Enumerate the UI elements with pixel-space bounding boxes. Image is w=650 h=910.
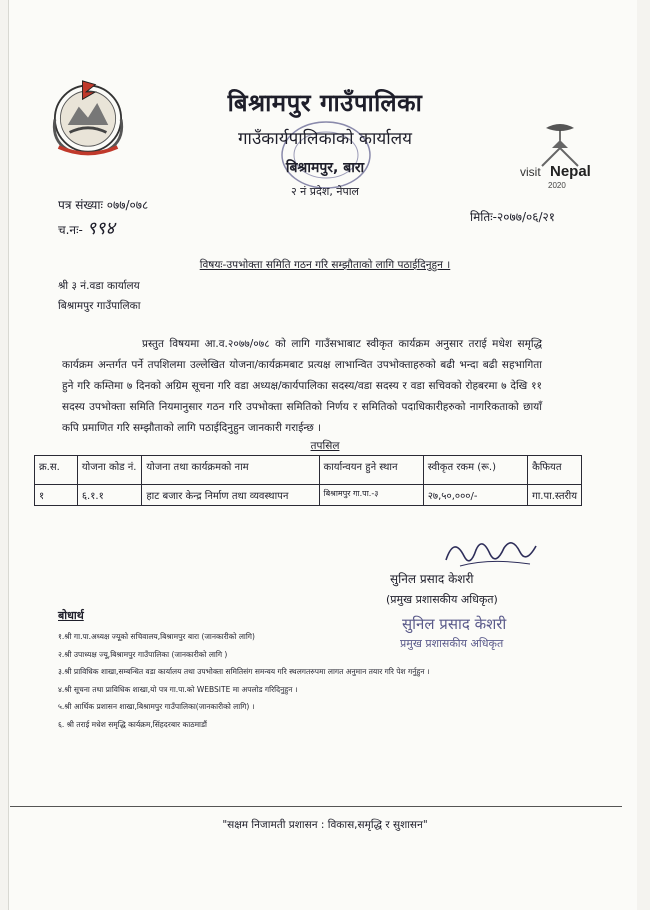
- seal-name: सुनिल प्रसाद केशरी: [402, 615, 507, 633]
- col-header-sn: क्र.स.: [35, 456, 78, 485]
- address-line1: बिश्रामपुर, बारा: [285, 160, 365, 176]
- recipient-line2: बिश्रामपुर गाउँपालिका: [58, 300, 141, 312]
- seal-title: प्रमुख प्रशासकीय अधिकृत: [400, 637, 504, 650]
- cc-list: [58, 628, 430, 733]
- signer-name: सुनिल प्रसाद केशरी: [390, 572, 474, 586]
- address-line2: २ नं प्रदेश, नेपाल: [290, 185, 360, 198]
- col-header-amount: स्वीकृत रकम (रू.): [423, 456, 527, 485]
- subject-line: [0, 258, 650, 272]
- col-header-code: योजना कोड नं.: [77, 456, 142, 485]
- cell-code: ६.१.१: [77, 485, 142, 506]
- date-value: २०७७/०६/२१: [497, 210, 556, 224]
- visit-logo-text3: 2020: [548, 181, 566, 190]
- cc-heading: बोधार्थ: [58, 609, 84, 622]
- list-item: ५.श्री आर्थिक प्रशासन शाखा,बिश्रामपुर गाउँपालिका(जानकारीको लागि) ।: [58, 702, 255, 711]
- table-header-row: [35, 456, 582, 485]
- dispatch-number: [58, 216, 115, 240]
- footer-slogan: "सक्षम निजामती प्रशासन : विकास,समृद्धि र सुशासन": [222, 819, 428, 831]
- cell-amount: २७,५०,०००/-: [423, 485, 527, 506]
- col-header-remarks: कैफियत: [528, 456, 582, 485]
- dispatch-number-label: च.नः-: [58, 223, 83, 237]
- list-item: २.श्री उपाध्यक्ष ज्यू,बिश्रामपुर गाउँपालिका (जानकारीको लागि ): [58, 649, 228, 659]
- recipient-block: [58, 276, 140, 316]
- visit-logo-text1: visit: [520, 165, 541, 179]
- col-header-project: योजना तथा कार्यक्रमको नाम: [142, 456, 319, 485]
- recipient-line1: श्री ३ नं.वडा कार्यालय: [58, 280, 140, 292]
- footer-divider: [10, 806, 622, 807]
- signature-scribble: [440, 530, 540, 574]
- cell-location: बिश्रामपुर गा.पा.-३: [319, 485, 423, 506]
- letter-number: [58, 196, 148, 213]
- municipality-name: बिश्रामपुर गाउँपालिका: [227, 89, 423, 117]
- letter-body: प्रस्तुत विषयमा आ.व.२०७७/०७८ को लागि गाउँसभाबाट स्वीकृत कार्यक्रम अनुसार तराई मधेश समृद्धि कार्यक्रम अन्तर्गत पर्ने तपशिलमा उल्लेखित योजना/कार्यक्रमबाट प्रत्यक्ष लाभान्वित उपभोक्ताहरुको बढी भन्दा बढी सहभागिता हुने गरि कम्तिमा ७ दिनको अग्रिम सूचना गरि वडा अध्यक्ष/कार्यपालिका सदस्य/वडा सदस्य र वडा सचिवको रोहबरमा ७ देखि ११ सदस्य उपभोक्ता समिति नियमानुसार गठन गरि उपभोक्ता समितिको निर्णय र समितिको पदाधिकारीहरुको नागरिकताको छायाँ कपि प्रमाणित गरि सम्झौताको लागि पठाईदिनुहुन जानकारी गराईन्छ ।: [62, 338, 542, 434]
- letter-number-value: ०७७/०७८: [106, 198, 149, 212]
- table-row: [35, 485, 582, 506]
- list-item: ६. श्री तराई मधेश समृद्धि कार्यक्रम,सिंहदरबार काठमाडौं: [58, 719, 207, 729]
- office-name: गाउँकार्यपालिकाको कार्यालय: [237, 129, 413, 149]
- visit-logo-text2: Nepal: [550, 163, 591, 180]
- cell-project: हाट बजार केन्द्र निर्माण तथा व्यवस्थापन: [142, 485, 319, 506]
- letter-date: [470, 208, 555, 225]
- project-table: [34, 455, 582, 506]
- table-title: तपसिल: [310, 440, 340, 452]
- subject-text: विषयः-उपभोक्ता समिति गठन गरि सम्झौताको लागि पठाईदिनुहुन ।: [199, 259, 451, 271]
- cell-remarks: गा.पा.स्तरीय: [528, 485, 582, 506]
- date-label: मितिः-: [470, 210, 497, 224]
- list-item: १.श्री गा.पा.अध्यक्ष ज्यूको सचिवालय,बिश्रामपुर बारा (जानकारीको लागि): [58, 632, 255, 641]
- col-header-location: कार्यान्वयन हुने स्थान: [319, 456, 423, 485]
- letter-number-label: पत्र संख्याः: [58, 198, 103, 212]
- cell-sn: १: [35, 485, 78, 506]
- list-item: ४.श्री सूचना तथा प्राविधिक शाखा,यो पत्र गा.पा.को WEBSITE मा अपलोड गरिदिनुहुन ।: [58, 684, 298, 694]
- signer-title: (प्रमुख प्रशासकीय अधिकृत): [386, 593, 498, 606]
- list-item: ३.श्री प्राविधिक शाखा,सम्बन्धित वडा कार्यालय तथा उपभोक्ता समितिसंग समन्वय गरि स्थलगतरुपमा लागत अनुमान तयार गरि पेश गर्नुहुन ।: [58, 667, 430, 676]
- dispatch-number-value: ९९४: [86, 218, 115, 239]
